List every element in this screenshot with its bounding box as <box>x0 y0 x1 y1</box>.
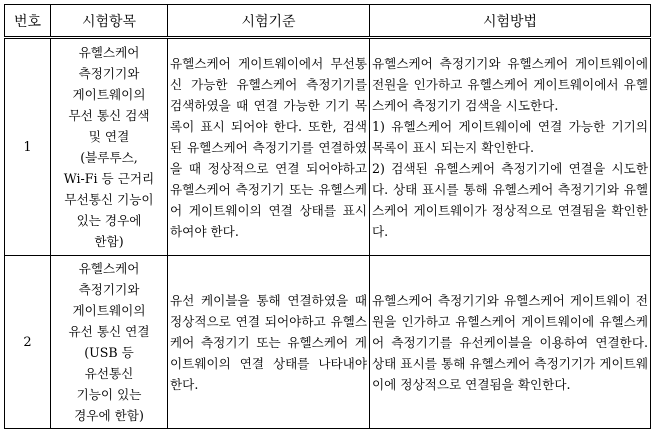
test-item-cell <box>51 256 168 429</box>
test-method-step: 2) 검색된 유헬스케어 측정기기에 연결을 시도한다. 상태 표시를 통해 유헬스케어 측정기기와 유헬스케어 게이트웨이가 정상적으로 연결됨을 확인한다. <box>372 160 648 239</box>
test-item-line: 경우에 한함) <box>74 408 144 423</box>
row-number: 1 <box>5 38 51 256</box>
test-item-cell <box>51 38 168 256</box>
header-item: 시험항목 <box>51 5 168 38</box>
test-method-cell <box>370 38 651 256</box>
test-item-line: 무선 통신 검색 <box>68 108 150 123</box>
test-item-line: 및 연결 <box>88 129 130 144</box>
test-item-line: 유선 통신 연결 <box>68 324 150 339</box>
test-item-line: 무선통신 기능이 <box>64 192 154 207</box>
test-item-line: 있는 경우에 <box>76 213 142 228</box>
test-item-line: Wi-Fi 등 근거리 <box>63 171 155 186</box>
table-row <box>5 38 651 256</box>
table-header-row <box>5 5 651 38</box>
test-criteria-cell: 유선 케이블을 통해 연결하였을 때 정상적으로 연결 되어야하고 유헬스케어 측정기기 또는 유헬스케어 게이트웨이의 연결 상태를 나타내야 한다. <box>168 256 370 429</box>
test-method-paragraph: 유헬스케어 측정기기와 유헬스케어 게이트웨이 전원을 인가하고 유헬스케어 게이트웨이에 유헬스케어 측정기기를 유선케이블을 이용하여 연결한다. 상태 표시를 통해 유헬스케어 측정기기가 게이트웨이에 정상적으로 연결됨을 확인한다. <box>372 292 648 392</box>
test-criteria-cell: 유헬스케어 게이트웨이에서 무선통신 가능한 유헬스케어 측정기기를 검색하였을 때 연결 가능한 기기 목록이 표시 되어야 한다. 또한, 검색된 유헬스케어 측정기기를 연결하였을 때 정상적으로 연결 되어야하고 유헬스케어 측정기기 또는 유헬스케어 게이트웨이의 연결 상태를 표시하여야 한다. <box>168 38 370 256</box>
test-item-line: 유선통신 <box>84 366 134 381</box>
test-spec-table <box>4 4 651 429</box>
test-method-step: 1) 유헬스케어 게이트웨이에 연결 가능한 기기의 목록이 표시 되는지 확인한다. <box>372 118 648 155</box>
test-item-line: 측정기기와 <box>78 282 140 297</box>
test-item-line: (블루투스, <box>80 150 138 165</box>
test-item-line: 게이트웨이의 <box>72 303 146 318</box>
row-number: 2 <box>5 256 51 429</box>
test-item-line: 유헬스케어 <box>78 261 140 276</box>
test-item-line: 게이트웨이의 <box>72 87 146 102</box>
test-item-line: (USB 등 <box>84 345 134 360</box>
test-item-line: 한함) <box>94 234 124 249</box>
header-criteria: 시험기준 <box>168 5 370 38</box>
table-row <box>5 256 651 429</box>
header-method: 시험방법 <box>370 5 651 38</box>
header-no: 번호 <box>5 5 51 38</box>
test-item-line: 유헬스케어 <box>78 45 140 60</box>
test-method-paragraph: 유헬스케어 측정기기와 유헬스케어 게이트웨이에 전원을 인가하고 유헬스케어 게이트웨이에서 유헬스케어 측정기기 검색을 시도한다. <box>372 55 648 113</box>
test-method-cell <box>370 256 651 429</box>
test-item-line: 측정기기와 <box>78 66 140 81</box>
test-item-line: 기능이 있는 <box>76 387 142 402</box>
